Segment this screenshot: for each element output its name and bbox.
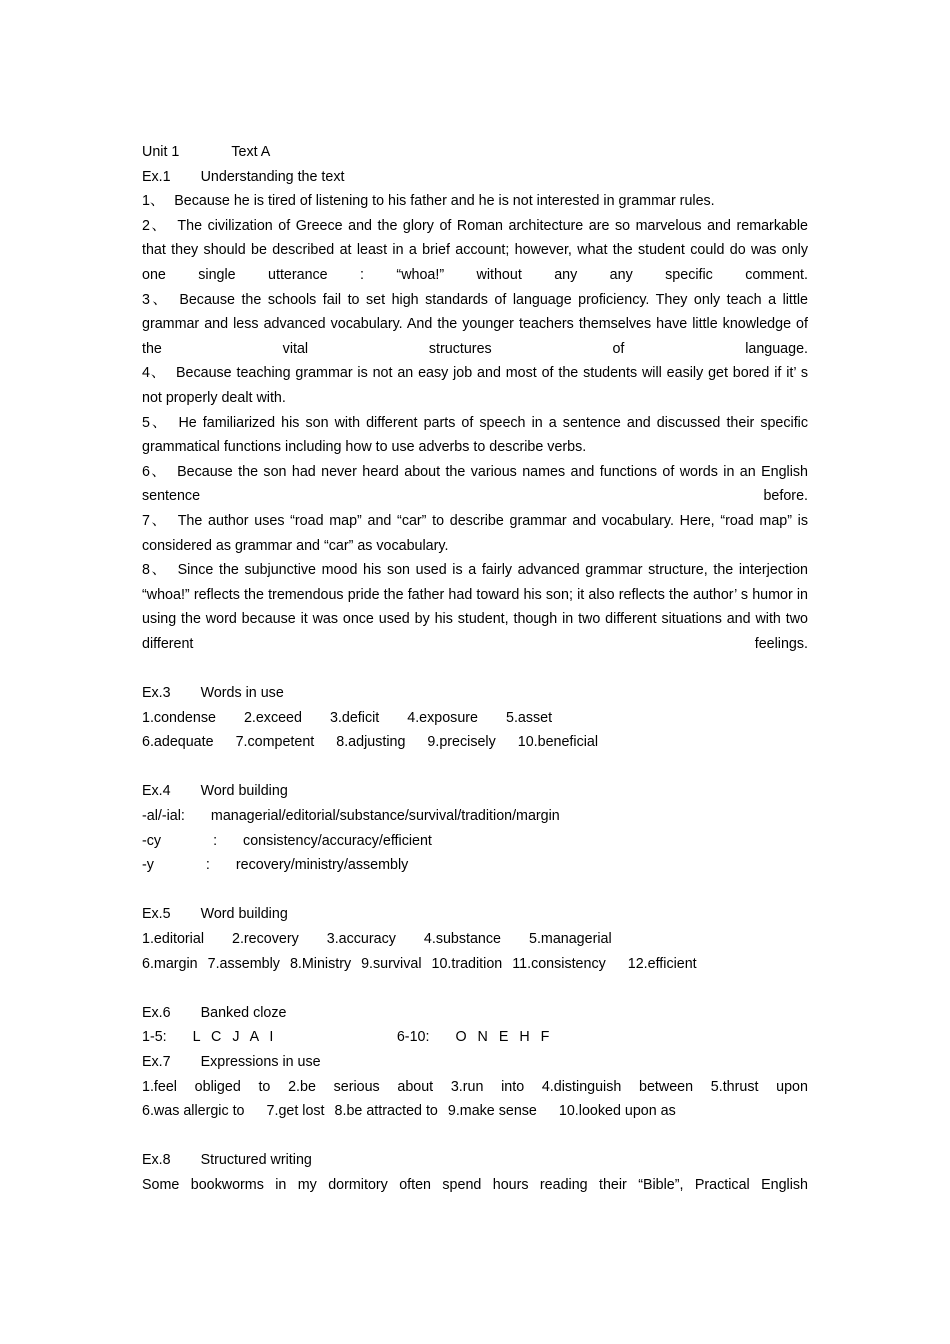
section-heading-ex7 <box>142 1050 808 1075</box>
ex6-range-2-answers: O N E H F <box>455 1029 553 1046</box>
ex4-words-2: consistency/accuracy/efficient <box>243 832 432 849</box>
ex7-a1: 1.feel obliged to <box>142 1078 271 1095</box>
ex4-row-3 <box>142 853 808 878</box>
ex7-number: Ex.7 <box>142 1053 171 1070</box>
answer-8-text: Since the subjunctive mood his son used is a fairly advanced grammar structure, the interjection “whoa!” reflects the tremendous pride the father had toward his son; it also reflects the author’ s humor in using the word because it was once used by his student, though in two different situations and with two different feelings. <box>142 562 808 652</box>
ex3-a3: 3.deficit <box>329 709 380 726</box>
ex4-suffix-2: -cy <box>142 832 162 849</box>
ex6-range-2-label: 6-10: <box>396 1029 430 1046</box>
ex5-a6: 6.margin <box>142 955 198 972</box>
ex5-a2: 2.recovery <box>232 931 299 947</box>
ex6-range-1-label: 1-5: <box>142 1029 167 1046</box>
ex3-a8: 8.adjusting <box>336 734 406 751</box>
ex7-a2: 2.be serious about <box>288 1078 434 1095</box>
ex8-title: Structured writing <box>200 1152 312 1169</box>
section-heading-ex4 <box>142 779 808 804</box>
ex8-body-line: Some bookworms in my dormitory often spend hours reading their “Bible”, Practical English <box>142 1176 808 1193</box>
ex5-a12: 12.efficient <box>627 955 697 972</box>
ex3-a10: 10.beneficial <box>517 734 599 751</box>
spacer-after-ex4 <box>142 878 808 903</box>
ex6-number: Ex.6 <box>142 1004 171 1021</box>
ex5-a3: 3.accuracy <box>326 931 396 947</box>
ex5-a1: 1.editorial <box>142 931 204 947</box>
section-heading-ex8 <box>142 1148 808 1173</box>
answer-2-text: The civilization of Greece and the glory of Roman architecture are so marvelous and remarkable that they should be described at least in a brief account; however, what the student could do was only one single utterance : “whoa!” without any any specific comment. <box>142 217 808 283</box>
ex6-title: Banked cloze <box>200 1004 287 1021</box>
ex8-number: Ex.8 <box>142 1152 171 1169</box>
ex7-a9: 9.make sense <box>447 1103 537 1120</box>
answer-item-8 <box>142 558 808 656</box>
document-title-line <box>142 140 808 165</box>
text-a-label: Text A <box>231 144 271 160</box>
document-body <box>142 140 808 1198</box>
spacer-after-ex3 <box>142 755 808 780</box>
ex4-row-1 <box>142 804 808 829</box>
ex5-title: Word building <box>200 906 288 923</box>
answer-item-5 <box>142 411 808 460</box>
ex7-a10: 10.looked upon as <box>558 1103 676 1120</box>
answer-4-number: 4、 <box>142 365 166 382</box>
answer-1-number: 1、 <box>142 193 165 210</box>
ex7-a8: 8.be attracted to <box>334 1103 438 1120</box>
ex3-a7: 7.competent <box>235 734 315 751</box>
ex7-title: Expressions in use <box>200 1053 321 1070</box>
ex4-words-3: recovery/ministry/assembly <box>235 857 409 874</box>
answer-8-number: 8、 <box>142 562 168 579</box>
answer-1-text: Because he is tired of listening to his father and he is not interested in grammar rules. <box>174 193 715 210</box>
answer-item-2 <box>142 214 808 288</box>
ex3-a5: 5.asset <box>506 709 553 726</box>
answer-6-text: Because the son had never heard about the various names and functions of words in an English sentence before. <box>142 463 808 505</box>
section-heading-ex1 <box>142 165 808 190</box>
ex3-a6: 6.adequate <box>142 734 214 751</box>
ex3-a9: 9.precisely <box>427 734 496 751</box>
ex4-title: Word building <box>200 783 288 800</box>
ex3-a2: 2.exceed <box>243 709 302 726</box>
answer-item-1 <box>142 189 808 214</box>
ex5-a8: 8.Ministry <box>289 955 352 972</box>
answer-7-number: 7、 <box>142 512 168 529</box>
ex5-answers-row-2 <box>142 952 808 977</box>
answer-item-4 <box>142 361 808 410</box>
answer-item-3 <box>142 288 808 362</box>
ex5-a7: 7.assembly <box>207 955 280 972</box>
answer-3-number: 3、 <box>142 291 170 308</box>
answer-3-text: Because the schools fail to set high standards of language proficiency. They only teach a little grammar and less advanced vocabulary. And the younger teachers themselves have little knowledge of the vital structures of language. <box>142 291 809 357</box>
answer-5-text: He familiarized his son with different parts of speech in a sentence and discussed their specific grammatical functions including how to use adverbs to describe verbs. <box>142 414 808 456</box>
ex4-suffix-1: -al/-ial: <box>142 808 185 825</box>
ex7-answers-row-2 <box>142 1099 808 1124</box>
ex5-a5: 5.managerial <box>529 931 612 947</box>
ex3-a1: 1.condense <box>142 709 216 726</box>
ex6-answers-row <box>142 1025 808 1050</box>
answer-7-text: The author uses “road map” and “car” to describe grammar and vocabulary. Here, “road map” is considered as grammar and “car” as vocabulary. <box>142 512 809 554</box>
ex7-answers-row-1 <box>142 1075 808 1100</box>
ex3-title: Words in use <box>200 685 284 702</box>
unit-label: Unit 1 <box>142 144 180 160</box>
answer-item-6 <box>142 460 808 509</box>
ex5-a9: 9.survival <box>361 955 422 972</box>
section-heading-ex5 <box>142 902 808 927</box>
ex3-a4: 4.exposure <box>407 709 478 726</box>
ex4-sep-3: : <box>205 857 210 874</box>
answer-item-7 <box>142 509 808 558</box>
ex3-number: Ex.3 <box>142 685 171 702</box>
ex3-answers-row-1 <box>142 706 808 731</box>
ex5-a10: 10.tradition <box>431 955 503 972</box>
section-heading-ex6 <box>142 1001 808 1026</box>
ex1-title: Understanding the text <box>200 168 345 185</box>
answer-2-number: 2、 <box>142 217 168 234</box>
section-heading-ex3 <box>142 681 808 706</box>
ex5-number: Ex.5 <box>142 906 171 923</box>
ex4-number: Ex.4 <box>142 783 171 800</box>
ex5-answers-row-1 <box>142 927 808 952</box>
ex7-a6: 6.was allergic to <box>142 1103 245 1120</box>
ex1-number: Ex.1 <box>142 168 171 185</box>
spacer-after-ex7 <box>142 1124 808 1149</box>
ex7-a7: 7.get lost <box>266 1103 325 1120</box>
ex4-suffix-3: -y <box>142 857 154 874</box>
ex7-a4: 4.distinguish between <box>541 1078 694 1095</box>
ex4-row-2 <box>142 829 808 854</box>
spacer-after-ex1 <box>142 656 808 681</box>
ex6-range-1-answers: L C J A I <box>192 1029 277 1046</box>
answer-4-text: Because teaching grammar is not an easy job and most of the students will easily get bored if it’ s not properly dealt with. <box>142 365 808 406</box>
answer-6-number: 6、 <box>142 463 168 480</box>
ex3-answers-row-2 <box>142 730 808 755</box>
spacer-after-ex5 <box>142 976 808 1001</box>
ex4-words-1: managerial/editorial/substance/survival/tradition/margin <box>210 808 560 825</box>
ex7-a5: 5.thrust upon <box>710 1078 808 1095</box>
answer-5-number: 5、 <box>142 414 169 431</box>
ex5-a4: 4.substance <box>423 931 501 947</box>
ex4-sep-2: : <box>213 832 218 849</box>
ex5-a11: 11.consistency <box>512 955 606 972</box>
ex7-a3: 3.run into <box>450 1078 525 1095</box>
